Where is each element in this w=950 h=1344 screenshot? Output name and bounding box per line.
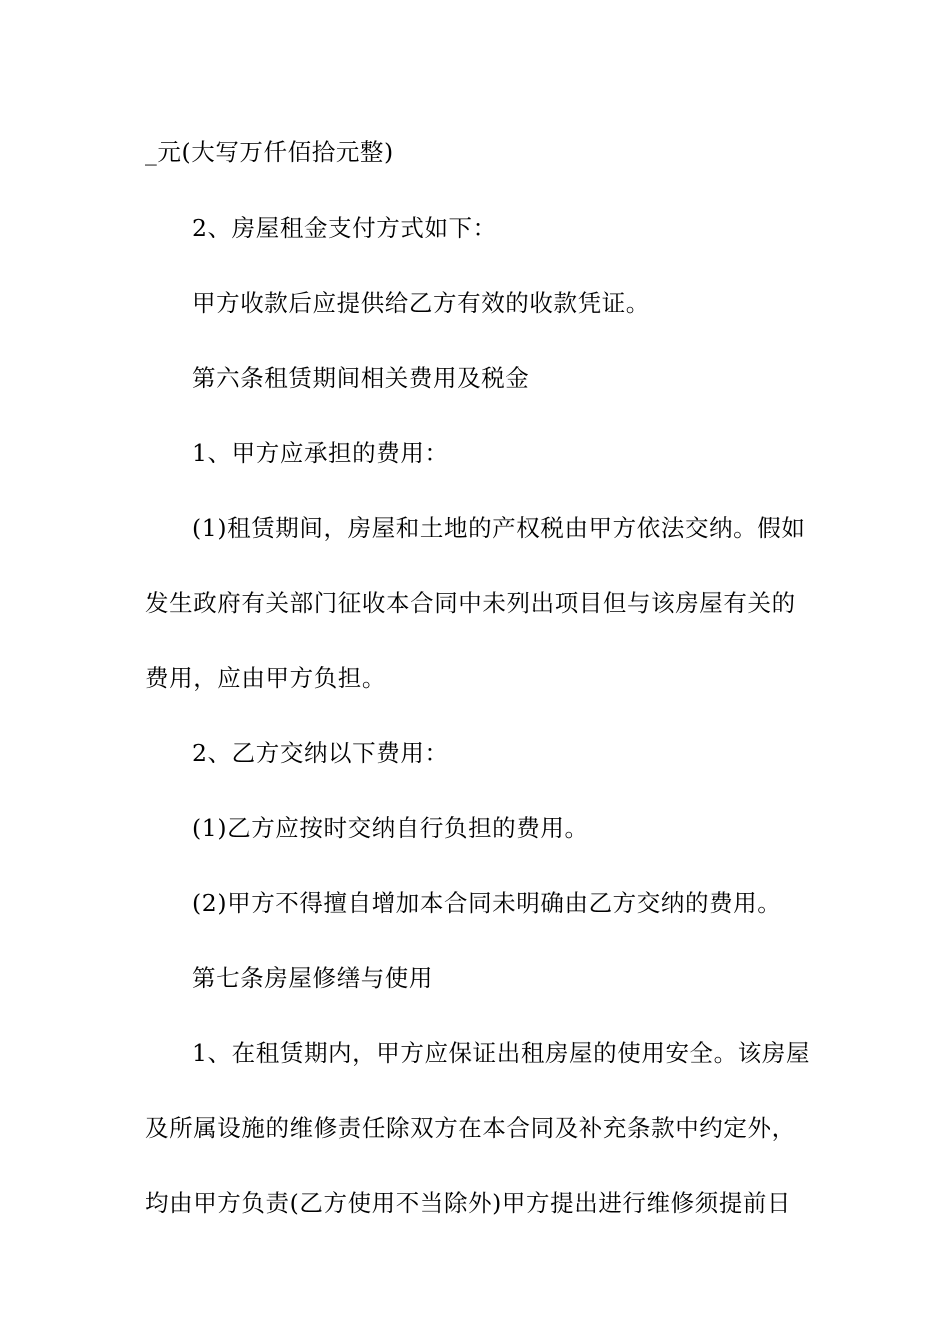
text-line: 均由甲方负责(乙方使用不当除外)甲方提出进行维修须提前日 [145,1189,792,1217]
text-line: (1)乙方应按时交纳自行负担的费用。 [192,814,589,842]
text-line: (2)甲方不得擅自增加本合同未明确由乙方交纳的费用。 [192,889,782,917]
text-line: 发生政府有关部门征收本合同中未列出项目但与该房屋有关的 [145,589,796,617]
text-line: 1、在租赁期内，甲方应保证出租房屋的使用安全。该房屋 [192,1039,811,1067]
section-heading: 第七条房屋修缮与使用 [192,964,433,992]
text-line: (1)租赁期间，房屋和土地的产权税由甲方依法交纳。假如 [192,514,806,542]
section-heading: 第六条租赁期间相关费用及税金 [192,364,530,392]
text-line: 费用，应由甲方负担。 [145,664,386,692]
text-line: _元(大写万仟佰拾元整) [145,138,394,166]
text-line: 1、甲方应承担的费用： [192,439,449,467]
text-line: 及所属设施的维修责任除双方在本合同及补充条款中约定外， [145,1114,796,1142]
text-line: 甲方收款后应提供给乙方有效的收款凭证。 [192,289,650,317]
text-line: 2、房屋租金支付方式如下： [192,214,497,242]
text-line: 2、乙方交纳以下费用： [192,739,449,767]
